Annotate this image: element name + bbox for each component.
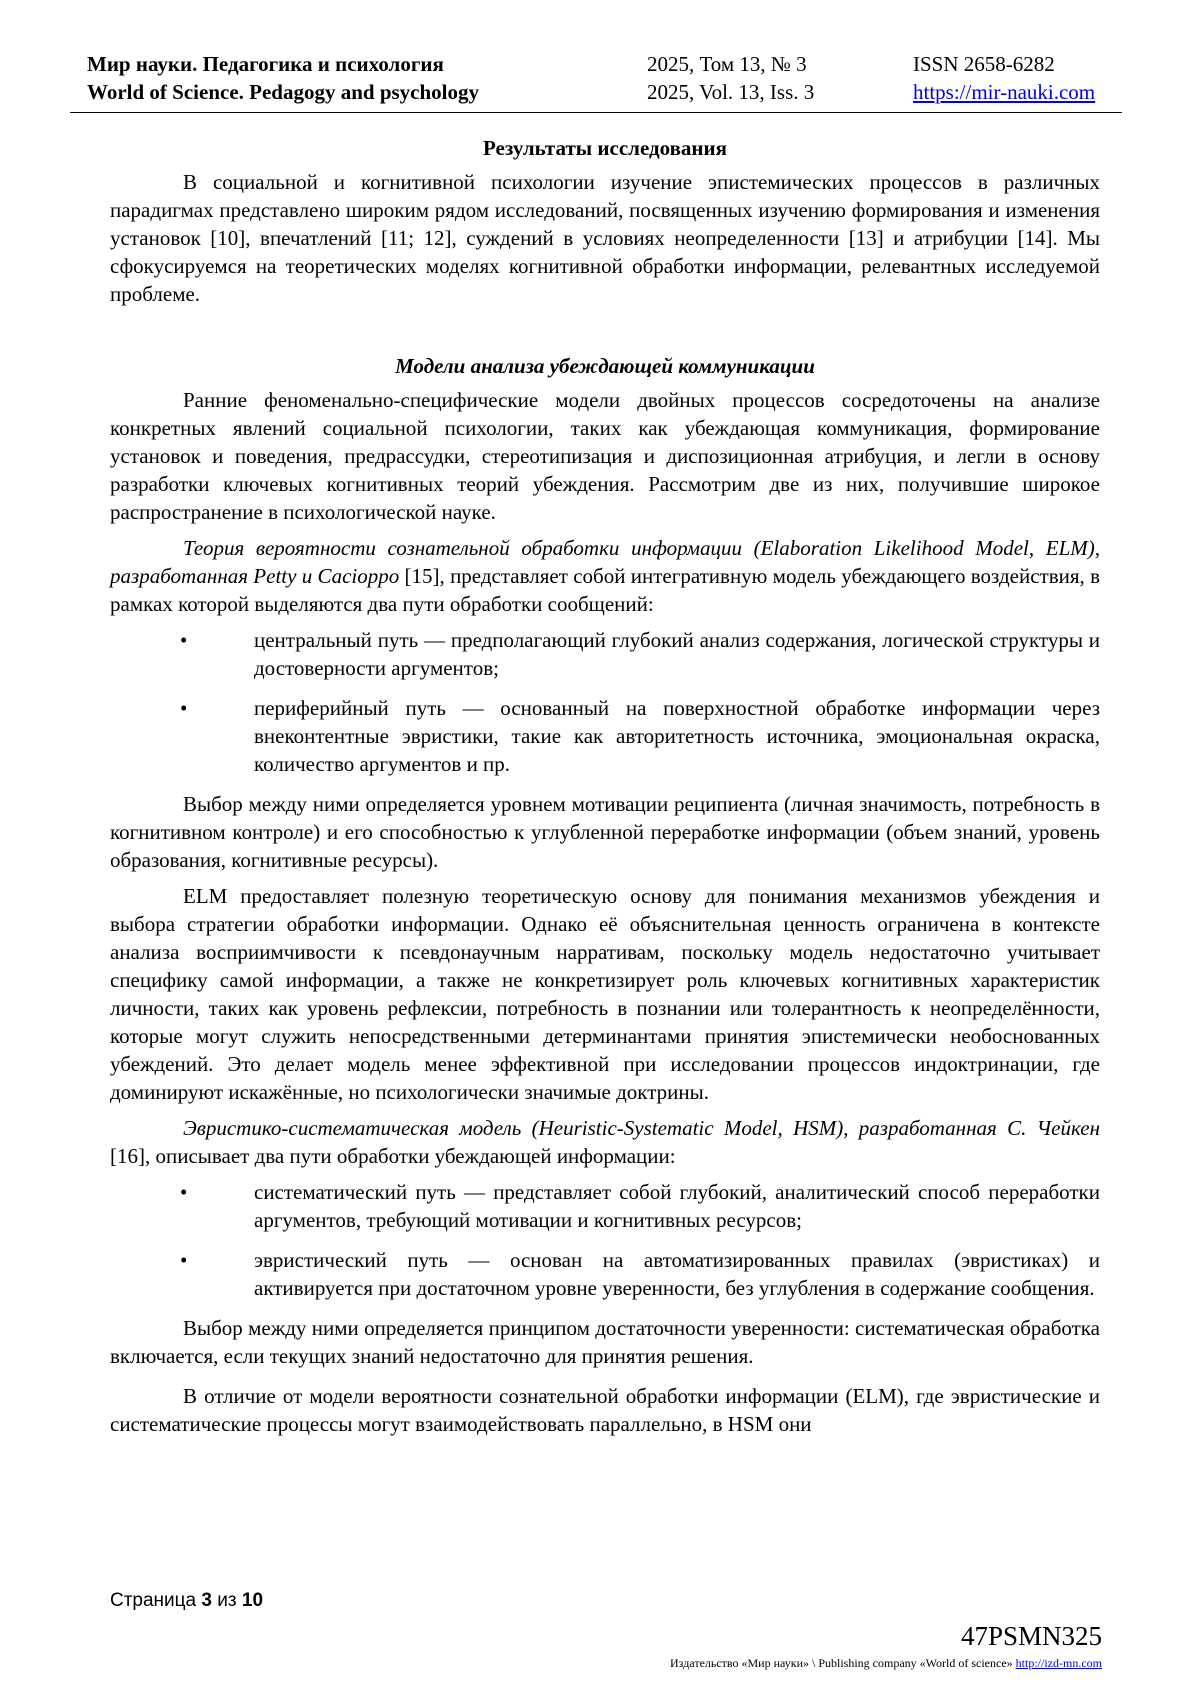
list-item-text: периферийный путь — основанный на поверхностной обработке информации через внеконтентные эвристики, такие как авторитетность источника, эмоциональная окраска, количество аргументов и пр.: [254, 696, 1100, 776]
issue-block: [647, 50, 814, 106]
publisher-url-link[interactable]: http://izd-mn.com: [1015, 1656, 1102, 1670]
subsection-title: Модели анализа убеждающей коммуникации: [395, 354, 815, 378]
page-header: [87, 50, 1122, 113]
journal-title-en: World of Science. Pedagogy and psychology: [87, 80, 480, 104]
issn: ISSN 2658-6282: [913, 52, 1055, 76]
page-current: 3: [201, 1590, 212, 1611]
list-item-text: центральный путь — предполагающий глубокий анализ содержания, логической структуры и достоверности аргументов;: [254, 628, 1100, 680]
list-item: [110, 626, 1100, 682]
list-item: [110, 1246, 1100, 1302]
article-body: [110, 134, 1100, 1438]
page-number: [110, 1589, 263, 1613]
intro-paragraph: В социальной и когнитивной психологии изучение эпистемических процессов в различных парадигмах представлено широким рядом исследований, посвященных изучению формирования и изменения установок [10], впечатлений [11; 12], суждений в условиях неопределенности [13] и атрибуции [14]. Мы сфокусируемся на теоретических моделях когнитивной обработки информации, релевантных исследуемой проблеме.: [110, 170, 1100, 306]
issue-en: 2025, Vol. 13, Iss. 3: [647, 80, 815, 104]
publisher-line: [670, 1655, 1102, 1671]
page-of: из: [217, 1590, 237, 1611]
page-total: 10: [241, 1590, 264, 1611]
journal-title-ru: Мир науки. Педагогика и психология: [87, 52, 444, 76]
list-item: [110, 694, 1100, 778]
list-item: [110, 1178, 1100, 1234]
paragraph-elm-critique: ELM предоставляет полезную теоретическую основу для понимания механизмов убеждения и выбора стратегии обработки информации. Однако её объяснительная ценность ограничена в контексте анализа восприимчивости к псевдонаучным нарративам, поскольку модель недостаточно учитывает специфику самой информации, а также не конкретизирует роль ключевых когнитивных характеристик личности, таких как уровень рефлексии, потребность в познании или толерантность к неопределённости, которые могут служить непосредственными детерминантами принятия эпистемически необоснованных убеждений. Это делает модель менее эффективной при исследовании процессов индоктринации, где доминируют искажённые, но психологически значимые доктрины.: [110, 884, 1100, 1104]
header-divider: [70, 112, 1122, 113]
hsm-italic-term: Эвристико-систематическая модель (Heuristic-Systematic Model, HSM), разработанная С. Чейкен: [183, 1116, 1100, 1140]
paragraph-hsm-choice: Выбор между ними определяется принципом достаточности уверенности: систематическая обработка включается, если текущих знаний недостаточно для принятия решения.: [110, 1316, 1100, 1368]
page-word: Страница: [110, 1590, 197, 1611]
bullet-icon: •: [180, 1180, 188, 1204]
journal-url-link[interactable]: https://mir-nauki.com: [913, 80, 1096, 104]
hsm-bullet-list: [110, 1178, 1100, 1302]
paragraph-early-models: Ранние феноменально-специфические модели двойных процессов сосредоточены на анализе конкретных явлений социальной психологии, таких как убеждающая коммуникация, формирование установок и поведения, предрассудки, стереотипизация и диспозиционная атрибуция, и легли в основу разработки ключевых когнитивных теорий убеждения. Рассмотрим две из них, получившие широкое распространение в психологической науке.: [110, 388, 1100, 524]
hsm-paragraph-rest: [16], описывает два пути обработки убеждающей информации:: [110, 1144, 676, 1168]
publisher-text: Издательство «Мир науки» \ Publishing company «World of science»: [670, 1656, 1013, 1670]
paragraph-elm: [110, 534, 1100, 618]
bullet-icon: •: [180, 1248, 188, 1272]
elm-italic-term: Теория вероятности сознательной обработки информации (Elaboration Likelihood Model, ELM), разработанная Petty и Cacioppo: [110, 536, 1100, 588]
issn-block: [913, 50, 1095, 106]
article-code: 47PSMN325: [960, 1621, 1102, 1651]
section-title: Результаты исследования: [483, 136, 727, 160]
list-item-text: эвристический путь — основан на автоматизированных правилах (эвристиках) и активируется при достаточном уровне уверенности, без углубления в содержание сообщения.: [254, 1248, 1100, 1300]
journal-title-block: [87, 50, 479, 106]
bullet-icon: •: [180, 628, 188, 652]
paragraph-elm-choice: Выбор между ними определяется уровнем мотивации реципиента (личная значимость, потребность в когнитивном контроле) и его способностью к углубленной переработке информации (объем знаний, уровень образования, когнитивные ресурсы).: [110, 792, 1100, 872]
paragraph-hsm: [110, 1114, 1100, 1170]
issue-ru: 2025, Том 13, № 3: [647, 52, 807, 76]
bullet-icon: •: [180, 696, 188, 720]
list-item-text: систематический путь — представляет собой глубокий, аналитический способ переработки аргументов, требующий мотивации и когнитивных ресурсов;: [254, 1180, 1100, 1232]
elm-bullet-list: [110, 626, 1100, 778]
elm-paragraph-rest: [15], представляет собой интегративную модель убеждающего воздействия, в рамках которой выделяются два пути обработки сообщений:: [110, 564, 1100, 616]
paragraph-difference: В отличие от модели вероятности сознательной обработки информации (ELM), где эвристические и систематические процессы могут взаимодействовать параллельно, в HSM они: [110, 1384, 1100, 1436]
